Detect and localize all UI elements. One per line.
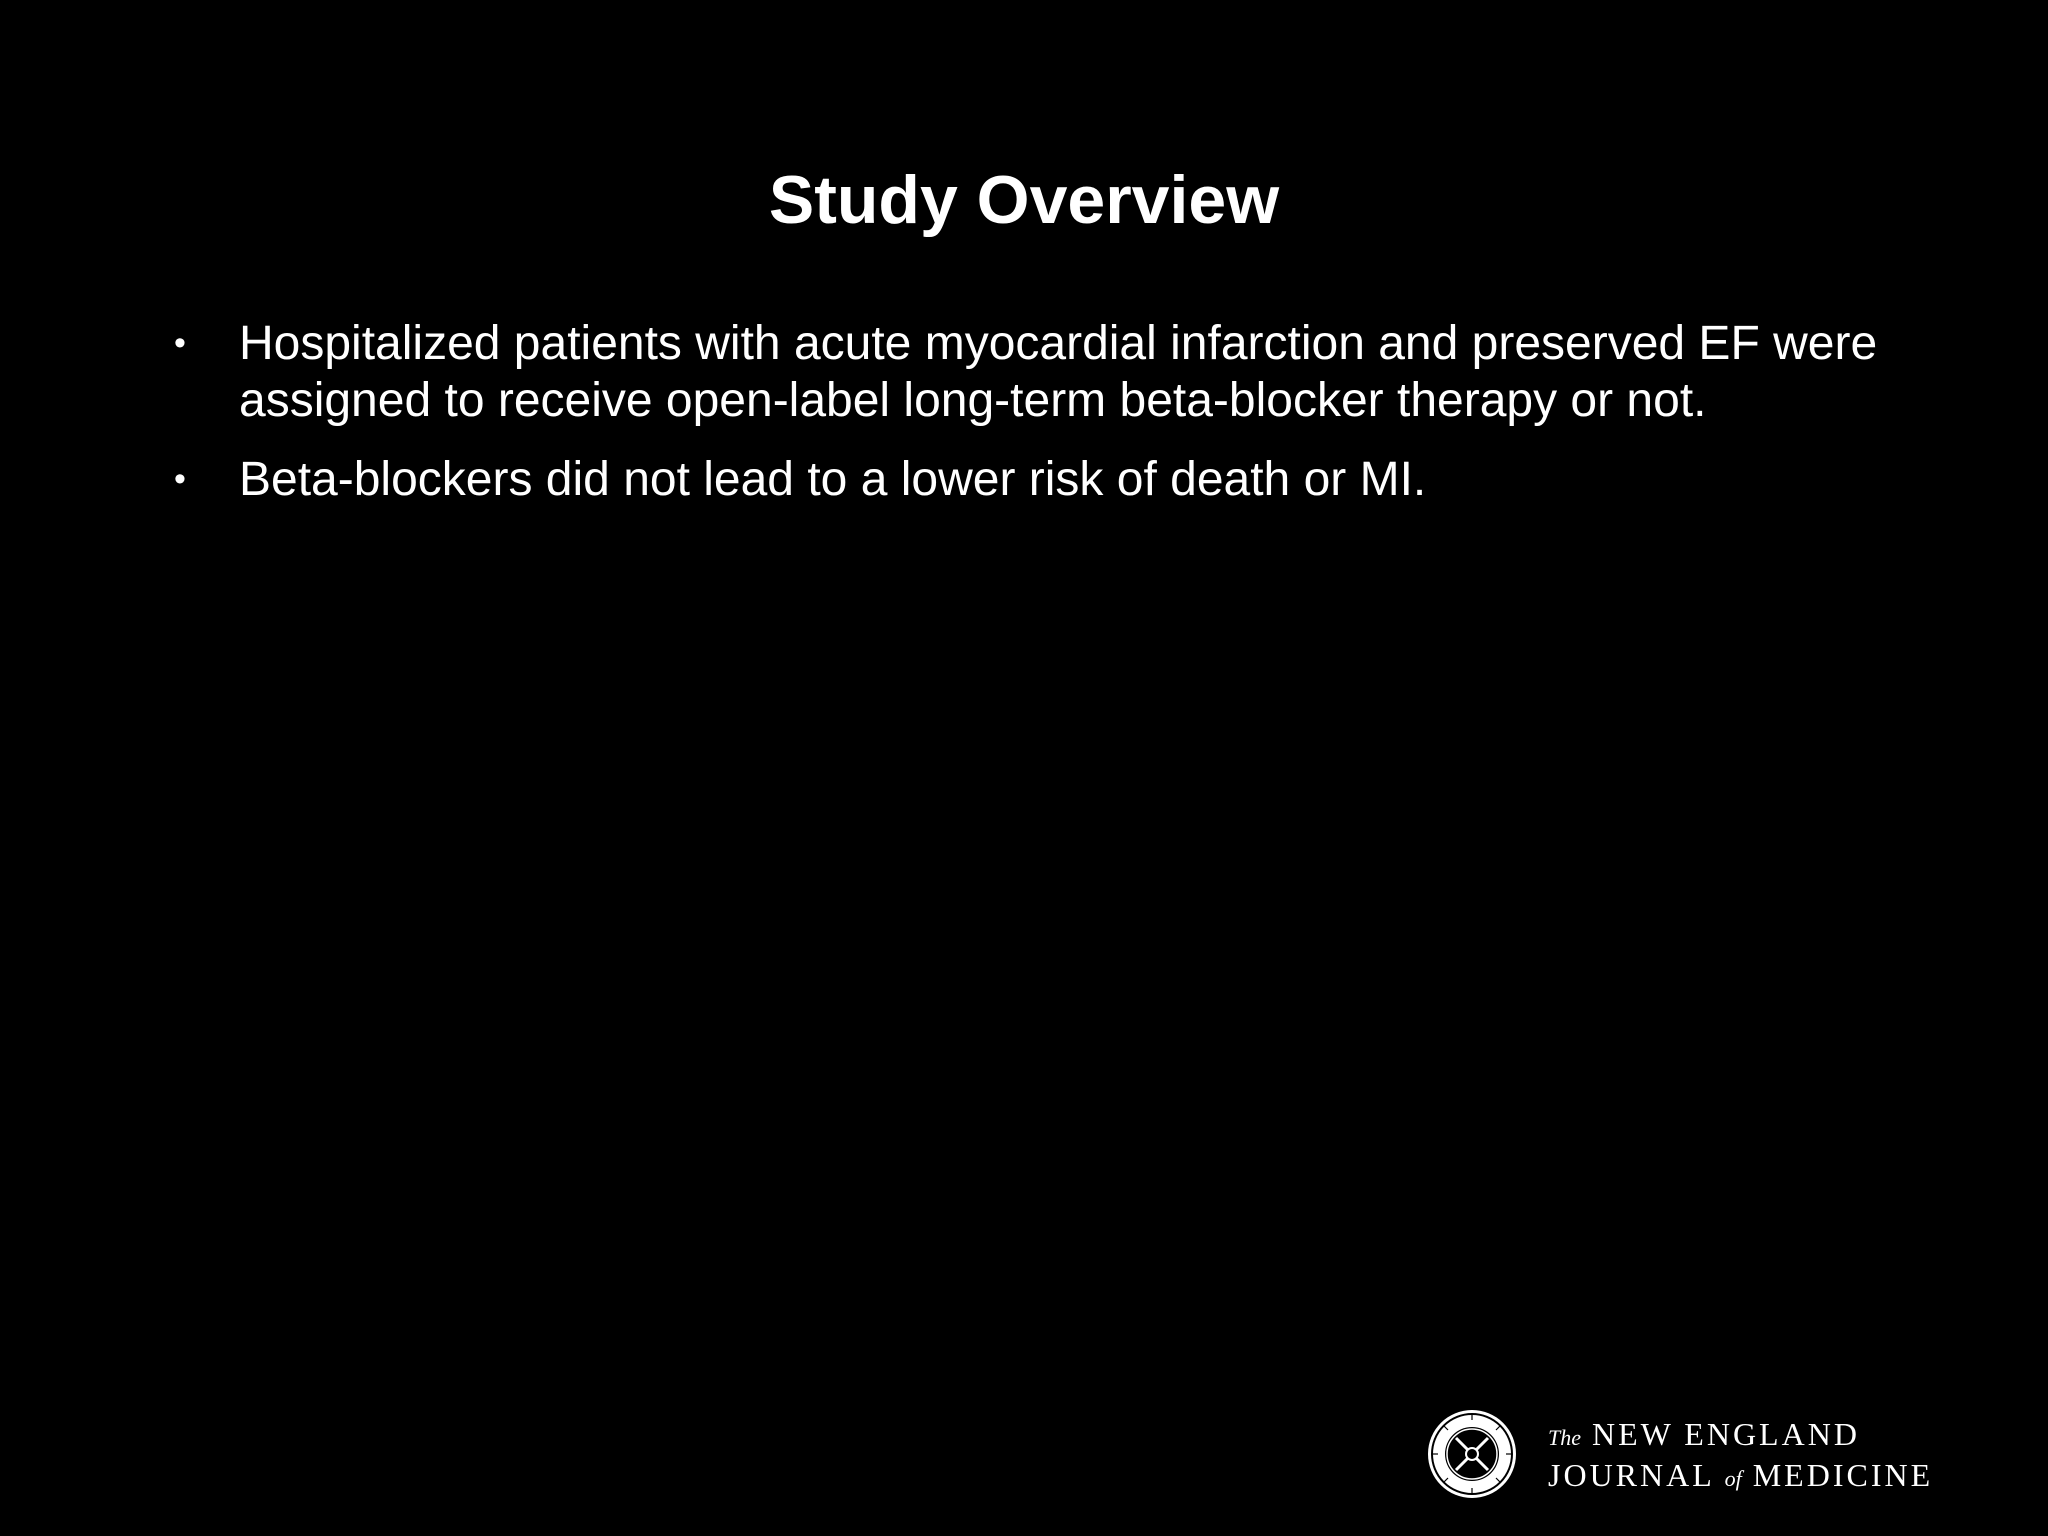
bullet-list (170, 315, 1910, 530)
bullet-text: Beta-blockers did not lead to a lower risk of death or MI. (239, 453, 1427, 506)
wordmark-the: The (1548, 1425, 1581, 1450)
bullet-item (170, 451, 1910, 508)
nejm-seal-icon (1426, 1408, 1518, 1500)
bullet-marker: • (174, 460, 186, 498)
bullet-marker: • (174, 324, 186, 362)
slide-title: Study Overview (768, 162, 1280, 238)
bullet-text: Hospitalized patients with acute myocardial infarction and preserved EF were assigned to receive open-label long-term beta-blocker therapy or not. (239, 317, 1878, 427)
nejm-wordmark (1548, 1416, 1933, 1498)
wordmark-of: of (1724, 1466, 1742, 1491)
wordmark-medicine: MEDICINE (1752, 1457, 1934, 1493)
wordmark-journal: JOURNAL (1548, 1457, 1714, 1493)
bullet-item (170, 315, 1910, 429)
nejm-logo (1426, 1408, 1974, 1500)
wordmark-line1: NEW ENGLAND (1592, 1416, 1860, 1452)
